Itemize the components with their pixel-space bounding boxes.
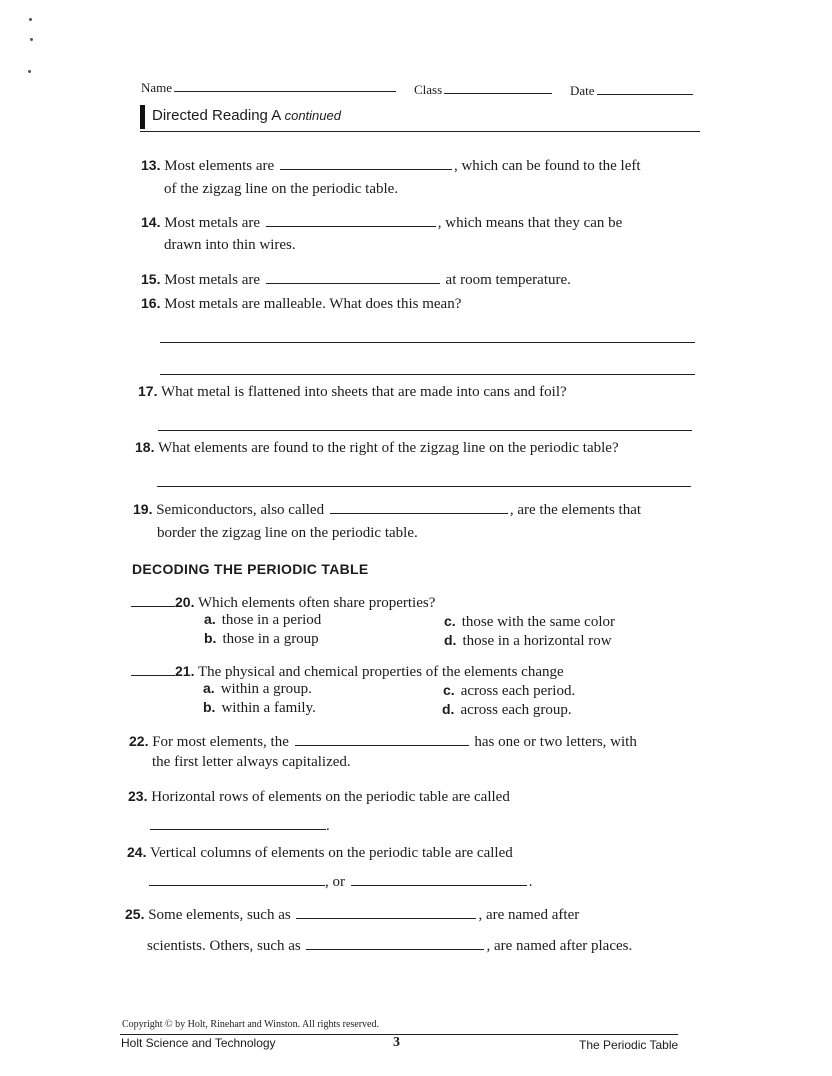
answer-blank-15[interactable] — [266, 282, 440, 284]
question-19: 19. Semiconductors, also called , are the elements that — [133, 501, 642, 518]
name-label: Name — [141, 80, 173, 95]
question-23-answer: . — [150, 818, 330, 835]
answer-blank-21[interactable] — [131, 674, 175, 676]
option-20c[interactable]: c. those with the same color — [444, 613, 615, 630]
question-22: 22. For most elements, the has one or two letters, with — [129, 733, 637, 750]
question-24: 24. Vertical columns of elements on the periodic table are called — [127, 844, 513, 861]
page-number: 3 — [393, 1035, 400, 1050]
question-21: 21. The physical and chemical properties of the elements change — [131, 663, 564, 681]
answer-blank-20[interactable] — [131, 605, 175, 607]
answer-line-16a[interactable] — [160, 342, 695, 343]
question-16: 16. Most metals are malleable. What does this mean? — [141, 295, 462, 312]
option-21a[interactable]: a. within a group. — [203, 680, 312, 697]
date-field — [570, 83, 695, 99]
footer-chapter-title: The Periodic Table — [579, 1038, 679, 1052]
name-field — [141, 80, 398, 96]
question-17: 17. What metal is flattened into sheets that are made into cans and foil? — [138, 383, 567, 400]
copyright-notice: Copyright © by Holt, Rinehart and Winston. All rights reserved. — [122, 1019, 379, 1030]
section-title: Directed Reading A — [152, 107, 281, 124]
option-21c[interactable]: c. across each period. — [443, 682, 576, 699]
class-field — [414, 82, 554, 98]
section-bar — [140, 105, 145, 129]
answer-blank-13[interactable] — [280, 168, 452, 170]
question-18: 18. What elements are found to the right of the zigzag line on the periodic table? — [135, 439, 619, 456]
answer-blank-14[interactable] — [266, 225, 436, 227]
question-13: 13. Most elements are , which can be found to the left — [141, 157, 641, 174]
question-14: 14. Most metals are , which means that they can be — [141, 214, 623, 231]
header-rule — [140, 131, 700, 132]
option-20d[interactable]: d. those in a horizontal row — [444, 632, 612, 649]
question-24-answer: , or . — [149, 874, 533, 891]
answer-line-18[interactable] — [157, 486, 691, 487]
answer-blank-22[interactable] — [295, 744, 469, 746]
option-21b[interactable]: b. within a family. — [203, 699, 316, 716]
name-blank[interactable] — [174, 90, 396, 92]
question-22-line2: the first letter always capitalized. — [152, 754, 351, 770]
footer-book-title: Holt Science and Technology — [121, 1036, 276, 1050]
question-23: 23. Horizontal rows of elements on the periodic table are called — [128, 788, 510, 805]
question-25-line2: scientists. Others, such as , are named after places. — [147, 938, 633, 954]
section-subtitle: continued — [284, 108, 341, 123]
margin-speck — [30, 38, 33, 41]
answer-line-16b[interactable] — [160, 374, 695, 375]
section-heading — [152, 107, 341, 124]
answer-blank-24b[interactable] — [351, 884, 527, 886]
answer-blank-25b[interactable] — [306, 948, 484, 950]
answer-blank-19[interactable] — [330, 512, 508, 514]
question-14-line2: drawn into thin wires. — [164, 237, 296, 253]
question-20: 20. Which elements often share properties? — [131, 594, 435, 612]
option-20b[interactable]: b. those in a group — [204, 630, 319, 647]
answer-blank-25a[interactable] — [296, 917, 476, 919]
question-19-line2: border the zigzag line on the periodic table. — [157, 525, 418, 541]
option-20a[interactable]: a. those in a period — [204, 611, 322, 628]
date-blank[interactable] — [597, 93, 693, 95]
date-label: Date — [570, 83, 595, 98]
question-13-line2: of the zigzag line on the periodic table. — [164, 181, 399, 197]
answer-blank-24a[interactable] — [149, 884, 325, 886]
answer-line-17[interactable] — [158, 430, 692, 431]
class-blank[interactable] — [444, 92, 552, 94]
question-25: 25. Some elements, such as , are named after — [125, 906, 580, 923]
question-15: 15. Most metals are at room temperature. — [141, 271, 571, 288]
class-label: Class — [414, 82, 443, 97]
answer-blank-23[interactable] — [150, 828, 326, 830]
section-heading-decoding: DECODING THE PERIODIC TABLE — [132, 561, 369, 577]
option-21d[interactable]: d. across each group. — [442, 701, 572, 718]
margin-speck — [29, 18, 32, 21]
margin-speck — [28, 70, 31, 73]
